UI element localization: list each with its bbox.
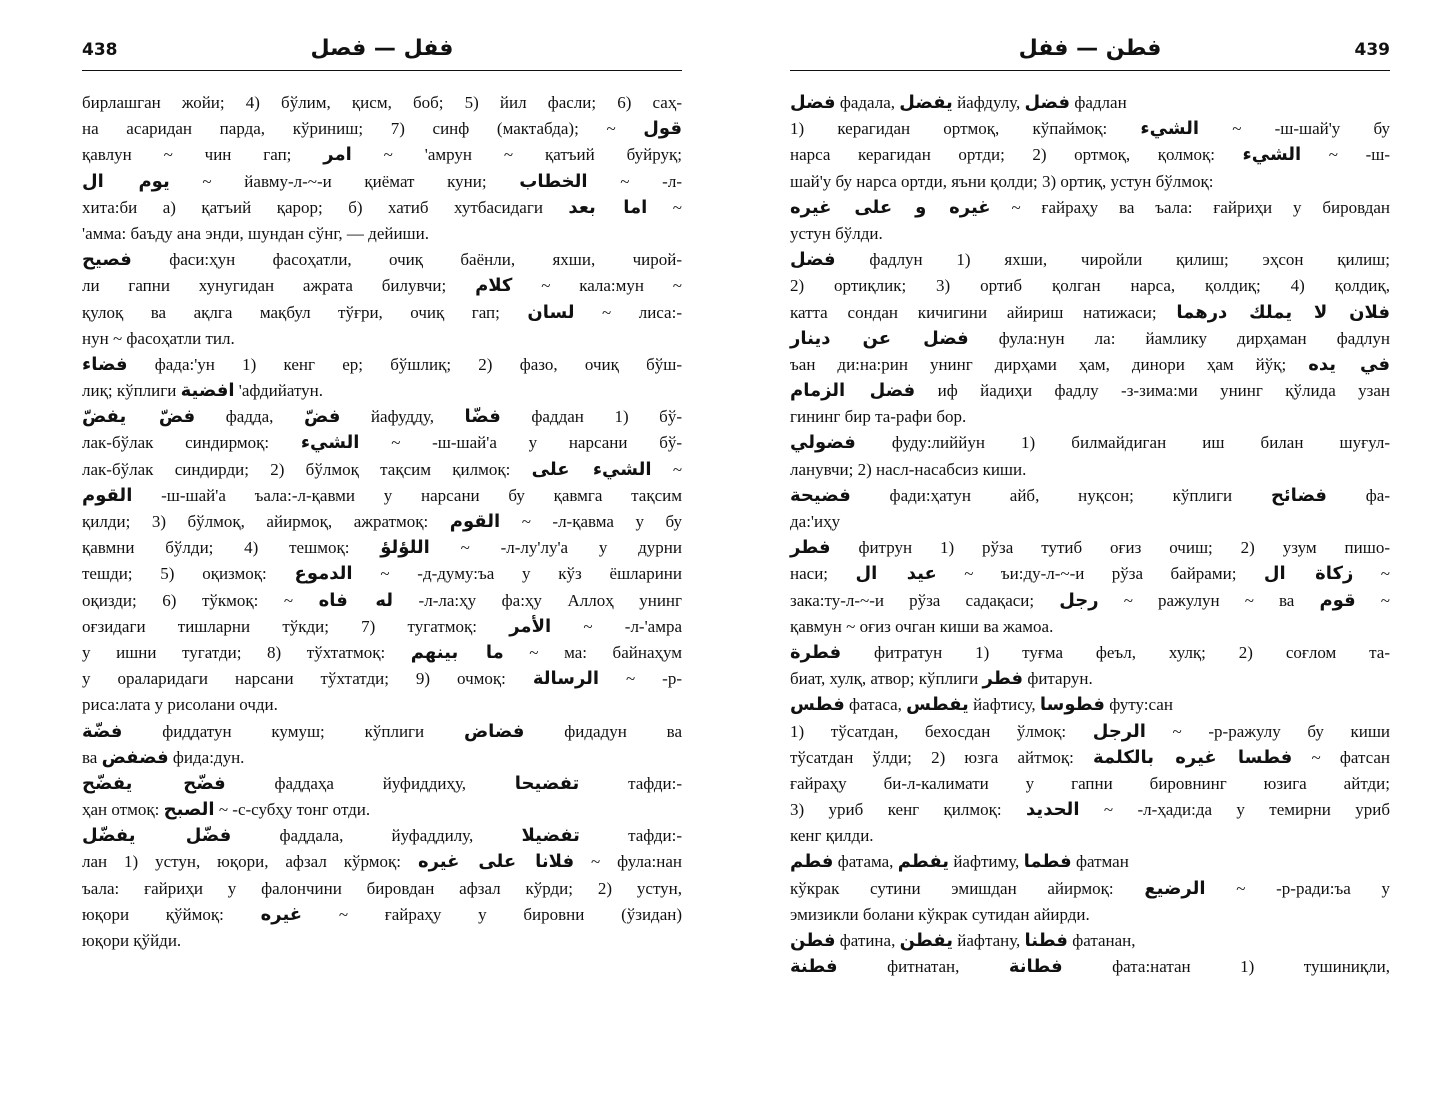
text-line: лак-бўлак синдирмоқ: الشيء ~ -ш-шай'а у нарсани бў- (82, 432, 682, 454)
text-line: нарса керагидан ортди; 2) ортмоқ, қолмоқ: الشيء ~ -ш- (790, 144, 1390, 166)
text-line: қулоқ ва ақлга мақбул тўғри, очиқ гап; لسان ~ лиса:- (82, 301, 682, 323)
text-line: юқори қўймоқ: غيره ~ ғайраҳу у бировни (ўзидан) (82, 903, 682, 925)
text-line: ли гапни хунугидан ажрата билувчи; كلام ~ кала:мун ~ (82, 275, 682, 297)
text-line: فضولي фуду:лиййун 1) билмайдиган иш билан шуғул- (790, 432, 1390, 454)
right-page (790, 0, 1390, 1114)
text-line: на асаридан парда, кўриниш; 7) синф (мактабда); ~ قول (82, 118, 682, 140)
text-line: устун бўлди. (790, 223, 883, 243)
text-line: فضيحة фади:ҳатун айб, нуқсон; кўплиги فضائح фа- (790, 484, 1390, 506)
text-line: فضّح يفضّح фаддаҳа йуфиддиҳу, تفضيحا тафди:- (82, 772, 683, 794)
text-line: оқизди; 6) тўкмоқ: ~ له فاه -л-ла:ҳу фа:ҳу Аллоҳ унинг (82, 589, 682, 611)
text-line: биат, хулқ, атвор; кўплиги فطر фитарун. (790, 668, 1093, 690)
text-line: فطس фатаса, يفطس йафтису, فطوسا футу:сан (790, 694, 1173, 716)
text-line: қавлун ~ чин гап; امر ~ 'амрун ~ қатъий буйруқ; (82, 144, 682, 166)
text-line: у ораларидаги нарсани тўхтатди; 9) очмоқ: الرسالة ~ -р- (82, 668, 682, 690)
text-line: риса:лата у рисолани очди. (82, 695, 278, 715)
text-line: лан 1) устун, юқори, афзал кўрмоқ: فلانا على غيره ~ фула:нан (82, 851, 683, 873)
text-line: тўсатдан ўлди; 2) юзга айтмоқ: فطسا غيره بالكلمة ~ фатсан (790, 746, 1390, 768)
text-line: у ишни тугатди; 8) тўхтатмоқ: ما بينهم ~ ма: байнаҳум (82, 641, 683, 663)
text-line: нун ~ фасоҳатли тил. (82, 328, 235, 348)
text-line: да:'иҳу (790, 512, 841, 531)
text-line: 'амма: баъду ана энди, шундан сўнг, — дейиши. (82, 223, 429, 243)
text-line: тешди; 5) оқизмоқ: الدموع ~ -д-думу:ъа у кўз ёшларини (82, 563, 682, 585)
text-line: шай'у бу нарса ортди, яъни қолди; 3) ортиқ, устун бўлмоқ: (790, 171, 1214, 191)
text-line: 3) уриб кенг қилмоқ: الحديد ~ -л-ҳади:да у темирни уриб (790, 799, 1390, 821)
text-line: ҳан отмоқ: الصبح ~ -с-субҳу тонг отди. (82, 799, 371, 821)
text-line: лак-бўлак синдирди; 2) бўлмоқ тақсим қилмоқ: الشيء على ~ (82, 458, 683, 480)
text-line: 1) керагидан ортмоқ, кўпаймоқ: الشيء ~ -ш-шай'у бу (790, 118, 1390, 140)
text-line: наси; عيد ال ~ ъи:ду-л-~-и рўза байрами; زكاة ال ~ (790, 563, 1390, 585)
text-body (82, 90, 682, 954)
text-line: ғайраҳу би-л-калимати у гапни бировнинг юзига айтди; (790, 773, 1390, 793)
left-page (82, 0, 682, 1114)
running-header (790, 36, 1390, 71)
text-line: 1) тўсатдан, бехосдан ўлмоқ: الرجل ~ -р-ражулу бу киши (790, 720, 1391, 742)
text-line: ва فضفض фида:дун. (82, 746, 245, 768)
text-line: القوم -ш-шай'а ъала:-л-қавми у нарсани бу қавмга тақсим (82, 484, 682, 506)
text-line: қавмни бўлди; 4) тешмоқ: اللؤلؤ ~ -л-лу'лу'а у дурни (82, 537, 682, 559)
text-line: فضل عن دينار фула:нун ла: йамлику дирҳаман фадлун (790, 327, 1390, 349)
text-line: فطنة фитнатан, فطانة фата:натан 1) тушиниқли, (790, 956, 1390, 978)
text-line: فضّل يفضّل фаддала, йуфаддилу, تفضيلا тафди:- (82, 825, 683, 847)
header-title: فطن — ففل (1018, 36, 1162, 61)
text-line: қавмун ~ оғиз очган киши ва жамоа. (790, 616, 1054, 636)
text-body (790, 90, 1390, 980)
text-line: ланувчи; 2) насл-насабсиз киши. (790, 459, 1027, 479)
text-line: فضّ يفضّ фадда, فضّ йафудду, فضّا фаддан 1) бў- (82, 406, 682, 428)
text-line: ъан ди:на:рин унинг дирҳами ҳам, динори ҳам йўқ; في يده (790, 353, 1390, 375)
text-line: оғзидаги тишларни тўкди; 7) тугатмоқ: الأمر ~ -л-'амра (82, 615, 682, 637)
text-line: فصيح фаси:ҳун фасоҳатли, очиқ баёнли, яхши, чирой- (82, 249, 682, 271)
text-line: فطم фатама, يفطم йафтиму, فطما фатман (790, 851, 1129, 873)
text-line: فضل фадала, يفضل йафдулу, فضل фадлан (790, 92, 1127, 113)
text-line: хита:би а) қатъий қарор; б) хатиб хутбасидаги اما بعد ~ (82, 196, 682, 218)
text-line: فطن фатина, يفطن йафтану, فطنا фатанан, (790, 930, 1136, 951)
header-title: ففل — فصل (310, 36, 454, 61)
text-line: бирлашган жойи; 4) бўлим, қисм, боб; 5) йил фасли; 6) саҳ- (82, 93, 682, 112)
text-line: فطر фитрун 1) рўза тутиб оғиз очиш; 2) узум пишо- (790, 537, 1390, 559)
text-line: катта сондан кичигини айириш натижаси; فلان لا يملك درهما (790, 301, 1390, 323)
text-line: эмизикли болани кўкрак сутидан айирди. (790, 904, 1090, 924)
text-line: кенг қилди. (790, 826, 874, 846)
text-line: 2) ортиқлик; 3) ортиб қолган нарса, қолдиқ; 4) қолдиқ, (790, 276, 1390, 296)
text-line: лиқ; кўплиги افضية 'афдийатун. (82, 380, 323, 402)
text-line: فضل фадлун 1) яхши, чиройли қилиш; эҳсон қилиш; (790, 249, 1390, 271)
text-line: فطرة фитратун 1) туғма феъл, хулқ; 2) соғлом та- (790, 641, 1390, 663)
text-line: гининг бир та-рафи бор. (790, 407, 967, 427)
text-line: юқори қўйди. (82, 931, 182, 950)
text-line: فضل الزمام иф йадиҳи фадлу -з-зима:ми унинг қўлида узан (790, 380, 1390, 402)
text-line: зака:ту-л-~-и рўза садақаси; رجل ~ ражулун ~ ва قوم ~ (790, 589, 1390, 611)
running-header (82, 36, 682, 71)
text-line: فضّة фиддатун кумуш; кўплиги فضاض фидадун ва (82, 720, 683, 742)
page-number: 438 (82, 40, 118, 60)
text-line: فضاء фада:'ун 1) кенг ер; бўшлиқ; 2) фазо, очиқ бўш- (82, 353, 682, 375)
text-line: غيره و على غيره ~ ғайраҳу ва ъала: ғайриҳи у бировдан (790, 196, 1391, 218)
text-line: кўкрак сутини эмишдан айирмоқ: الرضيع ~ -р-ради:ъа у (790, 877, 1391, 899)
text-line: ъала: ғайриҳи у фалончини бировдан афзал кўрди; 2) устун, (82, 878, 682, 898)
text-line: қилди; 3) бўлмоқ, айирмоқ, ажратмоқ: القوم ~ -л-қавма у бу (82, 511, 682, 532)
page-number: 439 (1354, 40, 1390, 60)
text-line: يوم ال ~ йавму-л-~-и қиёмат куни; الخطاب ~ -л- (82, 170, 682, 192)
